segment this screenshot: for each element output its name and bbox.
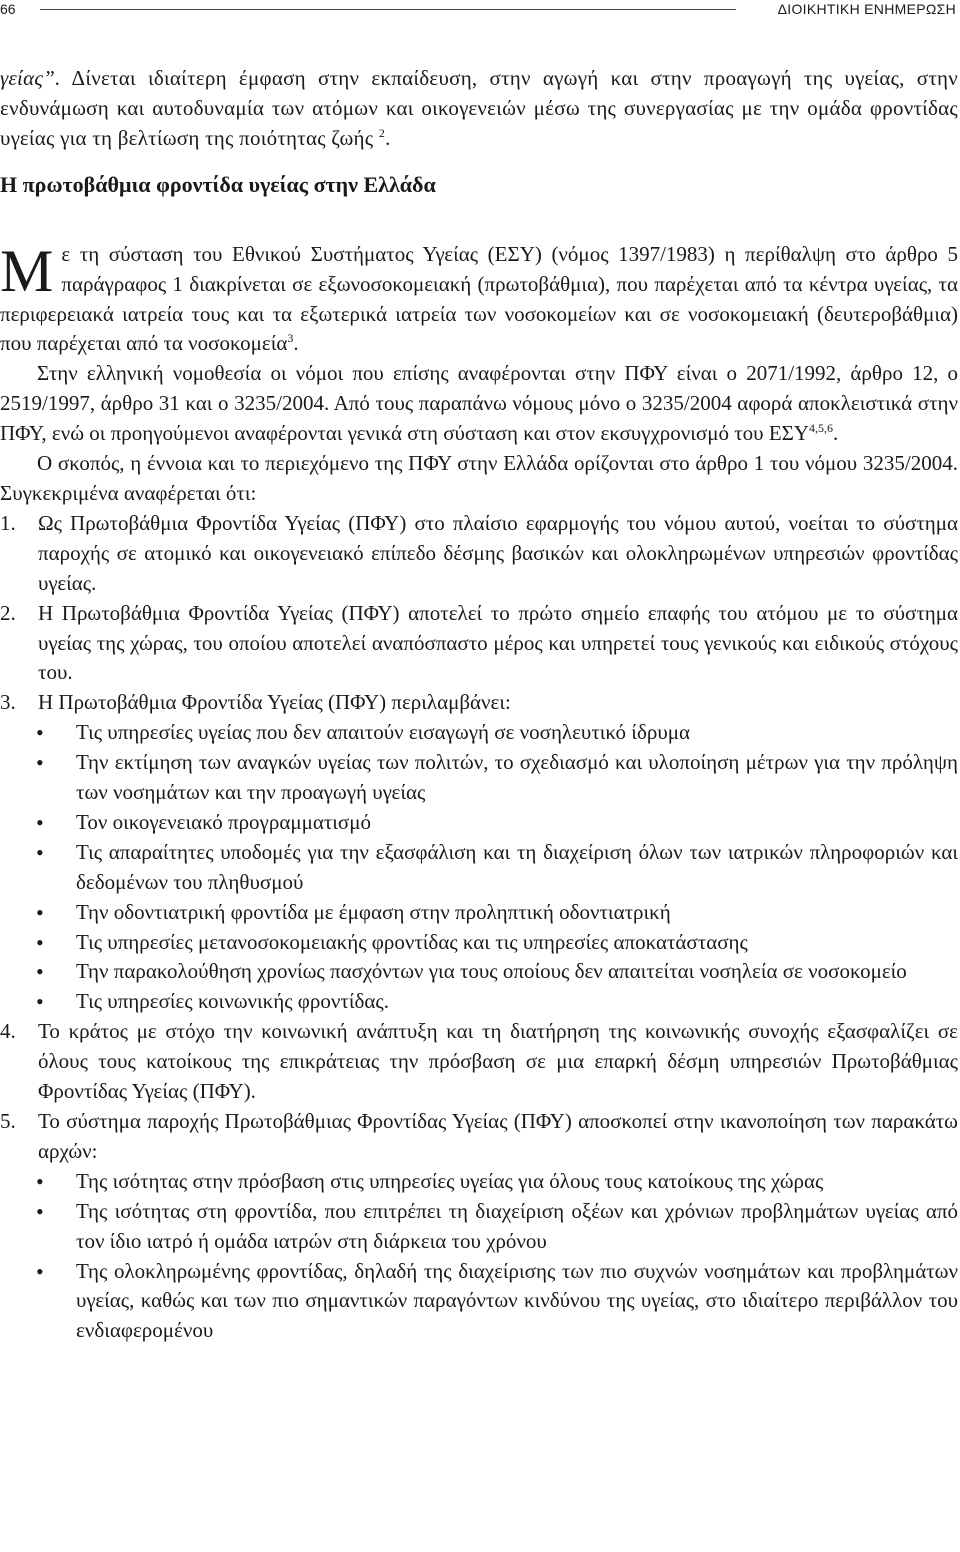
reference-number: 3 xyxy=(287,331,294,346)
paragraph-end: . xyxy=(293,331,299,356)
bullet-text: Την εκτίμηση των αναγκών υγείας των πολιτών, το σχεδιασμό και υλοποίηση μέτρων για την πρόληψη των νοσημάτων και την προαγωγή υγείας xyxy=(76,750,958,805)
bullet-icon: • xyxy=(36,750,44,776)
bullet-text: Της ισότητας στην πρόσβαση στις υπηρεσίες υγείας για όλους τους κατοίκους της χώρας xyxy=(76,1168,824,1193)
intro-italic-lead: γείας”. xyxy=(0,66,61,90)
bullet-item xyxy=(0,748,958,808)
reference-number: 4,5,6 xyxy=(809,421,834,436)
numbered-item xyxy=(0,1107,958,1167)
section-paragraph-3: Ο σκοπός, η έννοια και το περιεχόμενο της ΠΦΥ στην Ελλάδα ορίζονται στο άρθρο 1 του νόμου 3235/2004. Συγκεκριμένα αναφέρεται ότι: xyxy=(0,451,958,505)
numbered-item xyxy=(0,599,958,689)
numbered-item xyxy=(0,509,958,599)
paragraph-text: Στην ελληνική νομοθεσία οι νόμοι που επίσης αναφέρονται στην ΠΦΥ είναι ο 2071/1992, άρθρο 12, ο 2519/1997, άρθρο 31 και ο 3235/2004. Από τους παραπάνω νόμους μόνο ο 3235/2004 αφορά αποκλειστικά στην ΠΦΥ, ενώ οι προηγούμενοι αναφέρονται γενικά στη σύσταση και στον εκσυγχρονισμό του ΕΣΥ xyxy=(0,361,958,446)
paragraph-end: . xyxy=(833,421,839,446)
intro-end: . xyxy=(385,125,391,150)
article-body xyxy=(0,64,958,1346)
bullet-text: Την οδοντιατρική φροντίδα με έμφαση στην προληπτική οδοντιατρική xyxy=(76,899,671,924)
bullet-text: Τις υπηρεσίες κοινωνικής φροντίδας. xyxy=(76,989,389,1014)
section-heading: Η πρωτοβάθμια φροντίδα υγείας στην Ελλάδα xyxy=(0,171,436,197)
bullet-text: Τον οικογενειακό προγραμματισμό xyxy=(76,809,372,834)
page-header xyxy=(0,0,958,18)
header-rule xyxy=(40,9,736,10)
bullet-item xyxy=(0,718,958,748)
item-text: Το σύστημα παροχής Πρωτοβάθμιας Φροντίδας Υγείας (ΠΦΥ) αποσκοπεί στην ικανοποίηση των παρακάτω αρχών: xyxy=(38,1109,958,1163)
bullet-icon: • xyxy=(36,959,44,985)
section-paragraph-2 xyxy=(0,359,958,449)
numbered-item xyxy=(0,1017,958,1107)
bullet-icon: • xyxy=(36,929,44,955)
item-text: Η Πρωτοβάθμια Φροντίδα Υγείας (ΠΦΥ) αποτελεί το πρώτο σημείο επαφής του ατόμου με το σύστημα υγείας της χώρας, του οποίου αποτελεί αναπόσπαστο μέρος και υπηρετεί τους γενικούς και ειδικούς στόχους του. xyxy=(38,600,958,685)
bullet-item xyxy=(0,928,958,958)
bullet-icon: • xyxy=(36,839,44,865)
item-number: 5. xyxy=(0,1109,16,1133)
bullet-item xyxy=(0,957,958,987)
journal-title: ΔΙΟΙΚΗΤΙΚΗ ΕΝΗΜΕΡΩΣΗ xyxy=(777,1,956,17)
item-number: 3. xyxy=(0,690,16,715)
intro-text: Δίνεται ιδιαίτερη έμφαση στην εκπαίδευση, στην αγωγή και στην προαγωγή της υγείας, στην ενδυνάμωση και αυτοδυναμία των ατόμων και οικογενειών μέσω της συνεργασίας με την ομάδα φροντίδας υγείας για τη βελτίωση της ποιότητας ζωής xyxy=(0,66,958,150)
bullet-item xyxy=(0,808,958,838)
paragraph-text: ε τη σύσταση του Εθνικού Συστήματος Υγείας (ΕΣΥ) (νόμος 1397/1983) η περίθαλψη στο άρθρο 5 παράγραφος 1 διακρίνεται σε εξωνοσοκομειακή (πρωτοβάθμια), που παρέχεται από τα κέντρα υγείας, τα περιφερειακά ιατρεία τους και τα εξωτερικά ιατρεία των νοσοκομείων και σε νοσοκομειακή (δευτεροβάθμια) που παρέχεται από τα νοσοκομεία xyxy=(0,241,958,356)
item-number: 2. xyxy=(0,600,16,625)
bullet-text: Την παρακολούθηση χρονίως πασχόντων για τους οποίους δεν απαιτείται νοσηλεία σε νοσοκομείο xyxy=(76,959,907,984)
bullet-item xyxy=(0,898,958,928)
item-number: 4. xyxy=(0,1019,16,1044)
reference-number: 2 xyxy=(378,125,386,140)
bullet-item xyxy=(0,1257,958,1347)
bullet-text: Της ολοκληρωμένης φροντίδας, δηλαδή της διαχείρισης των πιο συχνών νοσημάτων και προβλημάτων υγείας, καθώς και των πιο σημαντικών παραγόντων κινδύνου της υγείας, στο ιδιαίτερο περιβάλλον του ενδιαφερομένου xyxy=(76,1258,958,1343)
bullet-text: Τις υπηρεσίες μετανοσοκομειακής φροντίδας και τις υπηρεσίες αποκατάστασης xyxy=(76,929,748,954)
bullet-item xyxy=(0,838,958,898)
bullet-icon: • xyxy=(36,899,44,925)
bullet-icon: • xyxy=(36,1168,44,1194)
item-text: Το κράτος με στόχο την κοινωνική ανάπτυξη και τη διατήρηση της κοινωνικής συνοχής εξασφαλίζει σε όλους τους κατοίκους της επικράτειας την πρόσβαση σε μια επαρκή δέσμη υπηρεσιών Πρωτοβάθμιας Φροντίδας Υγείας (ΠΦΥ). xyxy=(38,1019,958,1104)
bullet-icon: • xyxy=(36,809,44,835)
bullet-item xyxy=(0,1197,958,1257)
bullet-item xyxy=(0,987,958,1017)
bullet-text: Τις απαραίτητες υποδομές για την εξασφάλιση και τη διαχείριση όλων των ιατρικών πληροφοριών και δεδομένων του πληθυσμού xyxy=(76,839,958,894)
bullet-item xyxy=(0,1167,958,1197)
bullet-icon: • xyxy=(36,1258,44,1284)
page-number: 66 xyxy=(0,1,16,17)
drop-cap: Μ xyxy=(0,237,54,304)
item-text: Ως Πρωτοβάθμια Φροντίδα Υγείας (ΠΦΥ) στο πλαίσιο εφαρμογής του νόμου αυτού, νοείται το σύστημα παροχής σε ατομικό και οικογενειακό επίπεδο δέσμης βασικών και ολοκληρωμένων υπηρεσιών φροντίδας υγείας. xyxy=(38,510,958,595)
bullet-icon: • xyxy=(36,989,44,1015)
section-paragraph-1 xyxy=(0,237,958,360)
bullet-icon: • xyxy=(36,1198,44,1224)
numbered-item xyxy=(0,688,958,718)
bullet-icon: • xyxy=(36,720,44,746)
item-text: Η Πρωτοβάθμια Φροντίδα Υγείας (ΠΦΥ) περιλαμβάνει: xyxy=(38,690,511,715)
intro-paragraph xyxy=(0,64,958,154)
item-number: 1. xyxy=(0,510,16,535)
bullet-text: Τις υπηρεσίες υγείας που δεν απαιτούν εισαγωγή σε νοσηλευτικό ίδρυμα xyxy=(76,720,690,745)
bullet-text: Της ισότητας στη φροντίδα, που επιτρέπει τη διαχείριση οξέων και χρόνιων προβλημάτων υγείας από τον ίδιο ιατρό ή ομάδα ιατρών στη διάρκεια του χρόνου xyxy=(76,1198,958,1253)
